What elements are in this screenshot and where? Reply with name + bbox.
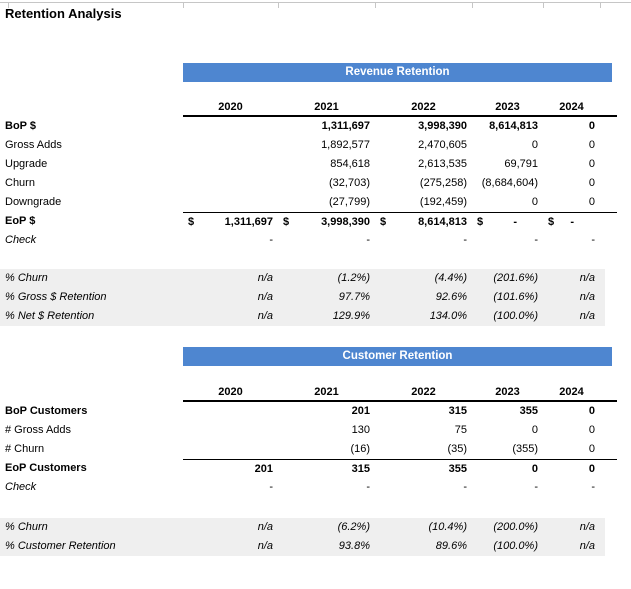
spacer-cell	[600, 402, 617, 421]
spacer-cell	[600, 231, 617, 250]
table-cell[interactable]	[183, 174, 278, 193]
table-row	[0, 155, 617, 174]
spacer-cell	[600, 212, 617, 231]
table-cell[interactable]: 8,614,813	[489, 120, 538, 132]
table-cell[interactable]	[183, 421, 278, 440]
year-header-2021[interactable]: 2021	[278, 98, 375, 117]
table-cell[interactable]: -	[534, 481, 538, 493]
table-cell[interactable]: (101.6%)	[493, 291, 538, 303]
table-cell[interactable]: 854,618	[330, 158, 370, 170]
table-cell[interactable]: 3,998,390	[418, 120, 467, 132]
table-cell[interactable]: (4.4%)	[434, 272, 467, 284]
grid-tick	[278, 3, 279, 8]
currency-symbol: $	[548, 216, 555, 228]
table-cell[interactable]: (6.2%)	[337, 521, 370, 533]
year-header-2022[interactable]: 2022	[375, 98, 472, 117]
table-cell[interactable]: 0	[472, 459, 543, 478]
table-cell[interactable]: 0	[531, 424, 538, 436]
currency-symbol: $	[477, 216, 484, 228]
percent-row	[0, 269, 617, 288]
row-label[interactable]: # Gross Adds	[5, 424, 72, 436]
year-header-2023[interactable]: 2023	[472, 98, 543, 117]
revenue-table	[0, 117, 617, 250]
table-cell[interactable]: 315	[278, 459, 375, 478]
spacer-cell	[600, 288, 617, 307]
row-label[interactable]: Churn	[5, 177, 35, 189]
spacer-cell	[0, 98, 183, 117]
page-title[interactable]: Retention Analysis	[5, 6, 122, 21]
percent-row	[0, 288, 617, 307]
table-cell[interactable]: (27,799)	[329, 196, 370, 208]
table-cell[interactable]: n/a	[257, 540, 273, 552]
table-cell[interactable]: 355	[375, 459, 472, 478]
spacer-cell	[600, 269, 617, 288]
customer-table	[0, 402, 617, 497]
table-cell[interactable]: n/a	[257, 310, 273, 322]
year-header-2020[interactable]: 2020	[183, 383, 278, 402]
table-cell[interactable]: n/a	[257, 291, 273, 303]
table-row	[0, 421, 617, 440]
table-cell[interactable]: 93.8%	[338, 540, 370, 552]
spacer-cell	[600, 421, 617, 440]
year-header-2022[interactable]: 2022	[375, 383, 472, 402]
table-cell[interactable]	[375, 212, 472, 231]
table-row	[0, 174, 617, 193]
spacer-cell	[600, 518, 617, 537]
revenue-percent-rows	[0, 269, 605, 326]
year-header-2023[interactable]: 2023	[472, 383, 543, 402]
table-cell[interactable]: 1,892,577	[321, 139, 370, 151]
table-cell[interactable]: 2,613,535	[418, 158, 467, 170]
table-cell[interactable]	[183, 402, 278, 421]
table-row	[0, 136, 617, 155]
row-label[interactable]: Gross Adds	[5, 139, 62, 151]
table-cell[interactable]: (355)	[512, 443, 538, 455]
table-cell[interactable]: 0	[531, 139, 538, 151]
spacer-cell	[600, 478, 617, 497]
table-row	[0, 459, 617, 478]
spacer-cell	[600, 98, 617, 117]
percent-row	[0, 537, 617, 556]
row-label[interactable]: % Net $ Retention	[5, 310, 95, 322]
table-cell[interactable]	[543, 212, 600, 231]
table-cell[interactable]	[183, 212, 278, 231]
table-cell[interactable]: 0	[588, 120, 595, 132]
cell-value: -	[570, 216, 574, 228]
table-row	[0, 193, 617, 212]
year-header-2021[interactable]: 2021	[278, 383, 375, 402]
table-row	[0, 117, 617, 136]
table-cell[interactable]: -	[269, 481, 273, 493]
currency-symbol: $	[380, 216, 387, 228]
table-cell[interactable]: 75	[454, 424, 467, 436]
table-cell[interactable]: 0	[588, 177, 595, 189]
table-cell[interactable]	[183, 155, 278, 174]
row-label[interactable]: Downgrade	[5, 196, 62, 208]
table-cell[interactable]: (200.0%)	[493, 521, 538, 533]
row-label[interactable]: % Churn	[5, 272, 48, 284]
row-label[interactable]: Check	[5, 481, 37, 493]
table-cell[interactable]: 0	[588, 158, 595, 170]
table-row	[0, 440, 617, 459]
row-label[interactable]: Check	[5, 234, 37, 246]
revenue-retention-header[interactable]: Revenue Retention	[183, 63, 612, 82]
table-cell[interactable]: -	[463, 234, 467, 246]
table-cell[interactable]	[183, 193, 278, 212]
percent-row	[0, 518, 617, 537]
table-cell[interactable]: (275,258)	[419, 177, 467, 189]
table-cell[interactable]: 129.9%	[332, 310, 370, 322]
year-header-2020[interactable]: 2020	[183, 98, 278, 117]
spacer-cell	[600, 117, 617, 136]
cell-value: 3,998,390	[321, 216, 370, 228]
table-cell[interactable]: -	[534, 234, 538, 246]
grid-tick	[543, 3, 544, 8]
table-cell[interactable]	[183, 117, 278, 136]
customer-percent-rows	[0, 518, 605, 556]
grid-tick	[600, 3, 601, 8]
table-cell[interactable]: n/a	[579, 310, 595, 322]
table-cell[interactable]: 89.6%	[435, 540, 467, 552]
row-label[interactable]: BoP Customers	[5, 405, 88, 417]
table-cell[interactable]: 0	[588, 139, 595, 151]
spacer-cell	[600, 174, 617, 193]
table-cell[interactable]: -	[366, 234, 370, 246]
revenue-year-header	[0, 98, 617, 117]
table-cell[interactable]: n/a	[579, 521, 595, 533]
currency-symbol: $	[283, 216, 290, 228]
cell-value: 1,311,697	[224, 216, 273, 228]
table-cell[interactable]	[183, 136, 278, 155]
table-cell[interactable]: 130	[351, 424, 370, 436]
spacer-cell	[600, 136, 617, 155]
table-cell[interactable]: n/a	[579, 272, 595, 284]
customer-percent-band	[0, 518, 605, 556]
table-cell[interactable]: n/a	[579, 291, 595, 303]
revenue-percent-band	[0, 269, 605, 326]
table-cell[interactable]: (100.0%)	[493, 540, 538, 552]
table-cell[interactable]: 201	[183, 459, 278, 478]
table-cell[interactable]: 355	[519, 405, 538, 417]
table-cell[interactable]: (16)	[350, 443, 370, 455]
table-cell[interactable]: 0	[588, 443, 595, 455]
row-label[interactable]: % Churn	[5, 521, 48, 533]
table-cell[interactable]: 1,311,697	[321, 120, 370, 132]
spacer-cell	[0, 383, 183, 402]
table-cell[interactable]: 0	[543, 459, 600, 478]
grid-tick	[375, 3, 376, 8]
table-cell[interactable]: (192,459)	[419, 196, 467, 208]
year-header-2024[interactable]: 2024	[543, 98, 600, 117]
table-cell[interactable]: (32,703)	[329, 177, 370, 189]
cell-value: 8,614,813	[418, 216, 467, 228]
table-row	[0, 478, 617, 497]
spacer-cell	[600, 383, 617, 402]
year-header-row	[0, 98, 617, 117]
table-cell[interactable]: n/a	[257, 272, 273, 284]
table-cell[interactable]: (1.2%)	[337, 272, 370, 284]
table-cell[interactable]: 201	[351, 405, 370, 417]
row-label[interactable]: EoP Customers	[5, 462, 87, 474]
table-cell[interactable]: (35)	[447, 443, 467, 455]
percent-row	[0, 307, 617, 326]
table-cell[interactable]: 134.0%	[429, 310, 467, 322]
table-cell[interactable]: 315	[448, 405, 467, 417]
row-label[interactable]: % Gross $ Retention	[5, 291, 107, 303]
year-header-row	[0, 383, 617, 402]
table-row	[0, 212, 617, 231]
spacer-cell	[600, 459, 617, 478]
table-cell[interactable]: 0	[588, 424, 595, 436]
table-cell[interactable]: 0	[531, 196, 538, 208]
table-cell[interactable]: n/a	[257, 521, 273, 533]
table-cell[interactable]: 0	[588, 405, 595, 417]
table-cell[interactable]: (8,684,604)	[481, 177, 538, 189]
table-cell[interactable]: -	[591, 481, 595, 493]
table-cell[interactable]: 0	[588, 196, 595, 208]
row-label[interactable]: % Customer Retention	[5, 540, 116, 552]
row-label[interactable]: EoP $	[5, 215, 36, 227]
table-cell[interactable]	[278, 212, 375, 231]
table-cell[interactable]: -	[591, 234, 595, 246]
customer-year-header	[0, 383, 617, 402]
table-cell[interactable]: n/a	[579, 540, 595, 552]
table-cell[interactable]	[472, 212, 543, 231]
table-cell[interactable]: 97.7%	[338, 291, 370, 303]
table-cell[interactable]: 92.6%	[435, 291, 467, 303]
table-cell[interactable]: (100.0%)	[493, 310, 538, 322]
table-cell[interactable]: -	[463, 481, 467, 493]
customer-retention-header[interactable]: Customer Retention	[183, 347, 612, 366]
spacer-cell	[600, 440, 617, 459]
grid-tick	[472, 3, 473, 8]
spacer-cell	[600, 155, 617, 174]
table-cell[interactable]	[183, 440, 278, 459]
table-cell[interactable]: -	[269, 234, 273, 246]
cell-value: -	[513, 216, 517, 228]
table-cell[interactable]: -	[366, 481, 370, 493]
table-cell[interactable]: 69,791	[504, 158, 538, 170]
table-cell[interactable]: (10.4%)	[428, 521, 467, 533]
currency-symbol: $	[188, 216, 195, 228]
table-row	[0, 231, 617, 250]
row-label[interactable]: BoP $	[5, 120, 36, 132]
table-row	[0, 402, 617, 421]
year-header-2024[interactable]: 2024	[543, 383, 600, 402]
spacer-cell	[600, 307, 617, 326]
table-cell[interactable]: 2,470,605	[418, 139, 467, 151]
row-label[interactable]: Upgrade	[5, 158, 48, 170]
table-cell[interactable]: (201.6%)	[493, 272, 538, 284]
row-label[interactable]: # Churn	[5, 443, 45, 455]
grid-tick	[183, 3, 184, 8]
grid-line-top	[0, 2, 631, 3]
spacer-cell	[600, 537, 617, 556]
spacer-cell	[600, 193, 617, 212]
